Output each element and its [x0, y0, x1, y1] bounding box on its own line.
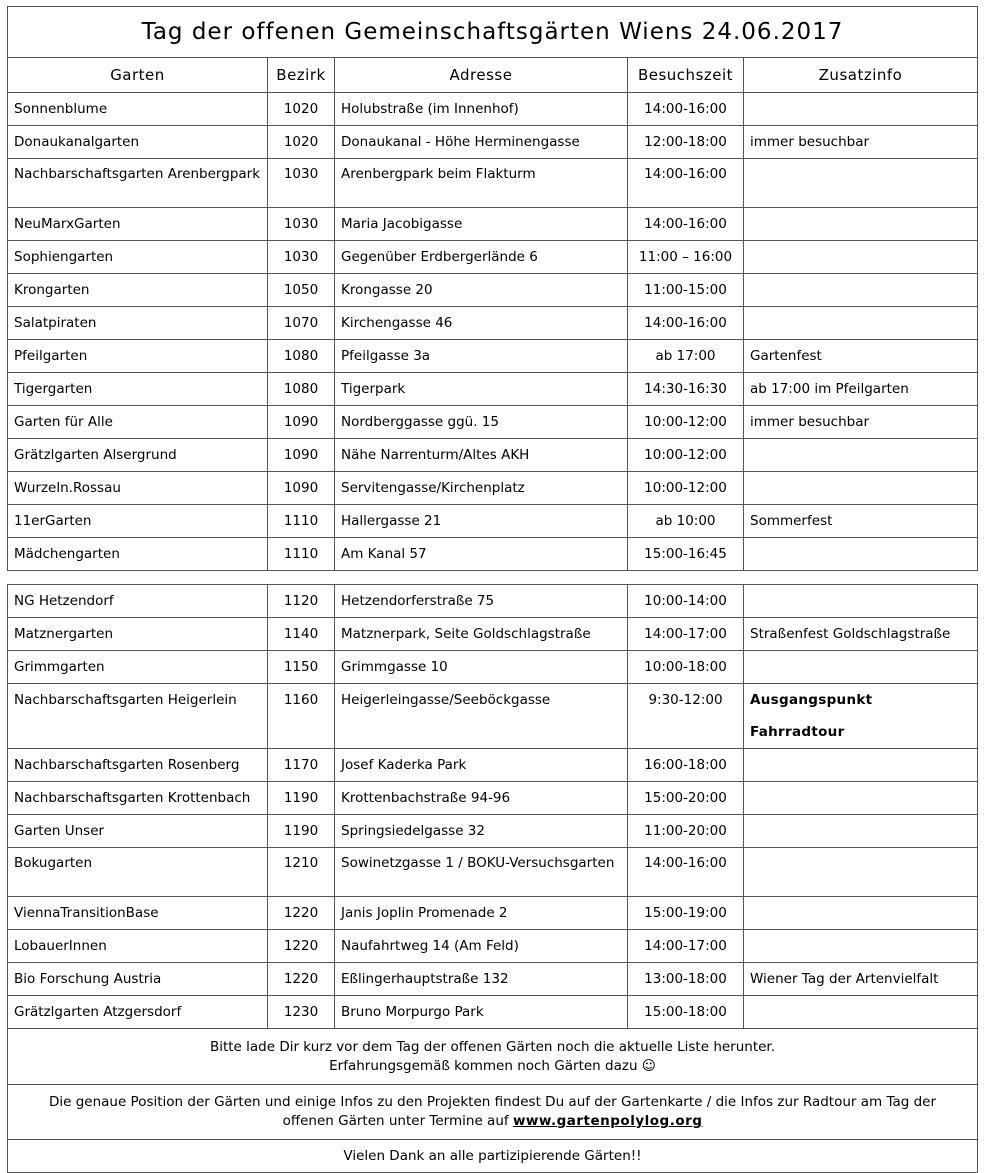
- address-cell: Springsiedelgasse 32: [335, 815, 628, 848]
- garden-name-cell: Grimmgarten: [8, 651, 268, 684]
- visiting-time-cell: 14:00-16:00: [628, 208, 744, 241]
- district-cell: 1150: [268, 651, 335, 684]
- extra-info-cell: [744, 782, 978, 815]
- update-note: [8, 1029, 978, 1085]
- garden-name-cell: Nachbarschaftsgarten Heigerlein: [8, 684, 268, 749]
- garden-name-cell: Tigergarten: [8, 373, 268, 406]
- visiting-time-cell: 15:00-18:00: [628, 996, 744, 1029]
- thanks-note: Vielen Dank an alle partizipierende Gärten!!: [8, 1140, 978, 1173]
- header-bezirk: Bezirk: [268, 58, 335, 93]
- table-row: [8, 749, 978, 782]
- garden-name-cell: Sonnenblume: [8, 93, 268, 126]
- district-cell: 1230: [268, 996, 335, 1029]
- extra-info-cell: ab 17:00 im Pfeilgarten: [744, 373, 978, 406]
- district-cell: 1020: [268, 93, 335, 126]
- garden-name-cell: Grätzlgarten Alsergrund: [8, 439, 268, 472]
- address-cell: Am Kanal 57: [335, 538, 628, 571]
- address-cell: Gegenüber Erdbergerlände 6: [335, 241, 628, 274]
- garden-name-cell: Pfeilgarten: [8, 340, 268, 373]
- district-cell: 1110: [268, 538, 335, 571]
- update-note-line2: Erfahrungsgemäß kommen noch Gärten dazu ☺: [329, 1057, 656, 1074]
- visiting-time-cell: 9:30-12:00: [628, 684, 744, 749]
- visiting-time-cell: ab 17:00: [628, 340, 744, 373]
- visiting-time-cell: 11:00-15:00: [628, 274, 744, 307]
- garden-name-cell: Donaukanalgarten: [8, 126, 268, 159]
- address-cell: Holubstraße (im Innenhof): [335, 93, 628, 126]
- district-cell: 1080: [268, 373, 335, 406]
- garden-name-cell: ViennaTransitionBase: [8, 897, 268, 930]
- table-row: [8, 815, 978, 848]
- district-cell: 1190: [268, 782, 335, 815]
- district-cell: 1210: [268, 848, 335, 897]
- table-row: [8, 538, 978, 571]
- address-cell: Nähe Narrenturm/Altes AKH: [335, 439, 628, 472]
- address-cell: Arenbergpark beim Flakturm: [335, 159, 628, 208]
- visiting-time-cell: 15:00-20:00: [628, 782, 744, 815]
- extra-info-cell: [744, 241, 978, 274]
- address-cell: Hallergasse 21: [335, 505, 628, 538]
- address-cell: Maria Jacobigasse: [335, 208, 628, 241]
- district-cell: 1220: [268, 963, 335, 996]
- address-cell: Sowinetzgasse 1 / BOKU-Versuchsgarten: [335, 848, 628, 897]
- table-row: [8, 472, 978, 505]
- table-row: [8, 897, 978, 930]
- table-header: [8, 58, 978, 93]
- garden-name-cell: Nachbarschaftsgarten Arenbergpark: [8, 159, 268, 208]
- district-cell: 1080: [268, 340, 335, 373]
- visiting-time-cell: 11:00-20:00: [628, 815, 744, 848]
- address-cell: Heigerleingasse/Seeböckgasse: [335, 684, 628, 749]
- gardens-table-part2: [7, 584, 978, 1173]
- garden-name-cell: Nachbarschaftsgarten Rosenberg: [8, 749, 268, 782]
- visiting-time-cell: 15:00-16:45: [628, 538, 744, 571]
- address-cell: Donaukanal - Höhe Herminengasse: [335, 126, 628, 159]
- district-cell: 1140: [268, 618, 335, 651]
- visiting-time-cell: 14:00-17:00: [628, 618, 744, 651]
- gardens-table-part1: [7, 6, 978, 571]
- table-row: [8, 126, 978, 159]
- header-garten: Garten: [8, 58, 268, 93]
- visiting-time-cell: 16:00-18:00: [628, 749, 744, 782]
- district-cell: 1090: [268, 439, 335, 472]
- extra-info-cell: [744, 472, 978, 505]
- map-note-line2: offenen Gärten unter Termine auf: [282, 1113, 509, 1129]
- visiting-time-cell: 12:00-18:00: [628, 126, 744, 159]
- district-cell: 1120: [268, 585, 335, 618]
- table-row: [8, 585, 978, 618]
- address-cell: Servitengasse/Kirchenplatz: [335, 472, 628, 505]
- visiting-time-cell: 11:00 – 16:00: [628, 241, 744, 274]
- extra-info-cell: [744, 848, 978, 897]
- address-cell: Eßlingerhauptstraße 132: [335, 963, 628, 996]
- garden-name-cell: Salatpiraten: [8, 307, 268, 340]
- page-title: Tag der offenen Gemeinschaftsgärten Wiens 24.06.2017: [8, 7, 978, 58]
- table-row: [8, 439, 978, 472]
- table-row: [8, 930, 978, 963]
- visiting-time-cell: 10:00-12:00: [628, 472, 744, 505]
- extra-info-cell: immer besuchbar: [744, 406, 978, 439]
- extra-info-cell: [744, 439, 978, 472]
- garden-name-cell: Matznergarten: [8, 618, 268, 651]
- table-row: [8, 373, 978, 406]
- garden-name-cell: Nachbarschaftsgarten Krottenbach: [8, 782, 268, 815]
- table-row: [8, 241, 978, 274]
- visiting-time-cell: 10:00-12:00: [628, 439, 744, 472]
- extra-info-cell: [744, 538, 978, 571]
- garden-name-cell: Bokugarten: [8, 848, 268, 897]
- table-row: [8, 159, 978, 208]
- address-cell: Matznerpark, Seite Goldschlagstraße: [335, 618, 628, 651]
- extra-info-cell: Straßenfest Goldschlagstraße: [744, 618, 978, 651]
- garden-name-cell: LobauerInnen: [8, 930, 268, 963]
- website-link[interactable]: www.gartenpolylog.org: [512, 1113, 703, 1129]
- extra-info-cell: Wiener Tag der Artenvielfalt: [744, 963, 978, 996]
- visiting-time-cell: 14:00-16:00: [628, 93, 744, 126]
- table-row: [8, 406, 978, 439]
- table-row: [8, 684, 978, 749]
- extra-info-cell: [744, 159, 978, 208]
- garden-name-cell: Garten für Alle: [8, 406, 268, 439]
- address-cell: Krottenbachstraße 94-96: [335, 782, 628, 815]
- visiting-time-cell: 14:00-16:00: [628, 307, 744, 340]
- table-row: [8, 340, 978, 373]
- table-row: [8, 651, 978, 684]
- extra-info-cell: [744, 897, 978, 930]
- table-row: [8, 93, 978, 126]
- district-cell: 1090: [268, 472, 335, 505]
- visiting-time-cell: 13:00-18:00: [628, 963, 744, 996]
- table-row: [8, 505, 978, 538]
- garden-name-cell: 11erGarten: [8, 505, 268, 538]
- district-cell: 1030: [268, 241, 335, 274]
- header-zusatzinfo: Zusatzinfo: [744, 58, 978, 93]
- extra-info-cell: Gartenfest: [744, 340, 978, 373]
- map-note-line1: Die genaue Position der Gärten und einige Infos zu den Projekten findest Du auf der Gartenkarte / die Infos zur Radtour am Tag der: [48, 1094, 937, 1110]
- extra-info-cell: Sommerfest: [744, 505, 978, 538]
- table-row: [8, 996, 978, 1029]
- extra-info-cell: [744, 815, 978, 848]
- visiting-time-cell: 10:00-18:00: [628, 651, 744, 684]
- address-cell: Naufahrtweg 14 (Am Feld): [335, 930, 628, 963]
- garden-name-cell: Garten Unser: [8, 815, 268, 848]
- map-note: [8, 1085, 978, 1140]
- visiting-time-cell: 14:00-17:00: [628, 930, 744, 963]
- garden-name-cell: Bio Forschung Austria: [8, 963, 268, 996]
- garden-name-cell: Grätzlgarten Atzgersdorf: [8, 996, 268, 1029]
- garden-name-cell: Krongarten: [8, 274, 268, 307]
- extra-info-cell: [744, 930, 978, 963]
- district-cell: 1030: [268, 208, 335, 241]
- table-row: [8, 307, 978, 340]
- district-cell: 1070: [268, 307, 335, 340]
- visiting-time-cell: 10:00-12:00: [628, 406, 744, 439]
- district-cell: 1190: [268, 815, 335, 848]
- extra-info-cell: [744, 93, 978, 126]
- extra-info-cell: [744, 307, 978, 340]
- extra-info-cell: [744, 274, 978, 307]
- address-cell: Bruno Morpurgo Park: [335, 996, 628, 1029]
- address-cell: Janis Joplin Promenade 2: [335, 897, 628, 930]
- address-cell: Grimmgasse 10: [335, 651, 628, 684]
- table-row: [8, 274, 978, 307]
- table-row: [8, 963, 978, 996]
- header-adresse: Adresse: [335, 58, 628, 93]
- extra-info-cell: Ausgangspunkt Fahrradtour: [744, 684, 978, 749]
- district-cell: 1220: [268, 897, 335, 930]
- update-note-line1: Bitte lade Dir kurz vor dem Tag der offenen Gärten noch die aktuelle Liste herunter.: [209, 1038, 776, 1055]
- garden-name-cell: NeuMarxGarten: [8, 208, 268, 241]
- district-cell: 1220: [268, 930, 335, 963]
- address-cell: Tigerpark: [335, 373, 628, 406]
- extra-info-cell: [744, 585, 978, 618]
- address-cell: Hetzendorferstraße 75: [335, 585, 628, 618]
- garden-name-cell: Sophiengarten: [8, 241, 268, 274]
- visiting-time-cell: 14:00-16:00: [628, 848, 744, 897]
- extra-info-cell: immer besuchbar: [744, 126, 978, 159]
- district-cell: 1020: [268, 126, 335, 159]
- address-cell: Nordberggasse ggü. 15: [335, 406, 628, 439]
- visiting-time-cell: 14:30-16:30: [628, 373, 744, 406]
- extra-info-cell: [744, 651, 978, 684]
- garden-name-cell: NG Hetzendorf: [8, 585, 268, 618]
- table-row: [8, 618, 978, 651]
- garden-name-cell: Mädchengarten: [8, 538, 268, 571]
- district-cell: 1050: [268, 274, 335, 307]
- table-row: [8, 782, 978, 815]
- extra-info-cell: [744, 749, 978, 782]
- visiting-time-cell: 14:00-16:00: [628, 159, 744, 208]
- extra-info-cell: [744, 208, 978, 241]
- extra-info-cell: [744, 996, 978, 1029]
- address-cell: Kirchengasse 46: [335, 307, 628, 340]
- visiting-time-cell: 15:00-19:00: [628, 897, 744, 930]
- visiting-time-cell: 10:00-14:00: [628, 585, 744, 618]
- district-cell: 1110: [268, 505, 335, 538]
- table-row: [8, 848, 978, 897]
- district-cell: 1160: [268, 684, 335, 749]
- district-cell: 1090: [268, 406, 335, 439]
- address-cell: Josef Kaderka Park: [335, 749, 628, 782]
- address-cell: Krongasse 20: [335, 274, 628, 307]
- visiting-time-cell: ab 10:00: [628, 505, 744, 538]
- table-row: [8, 208, 978, 241]
- district-cell: 1170: [268, 749, 335, 782]
- garden-name-cell: Wurzeln.Rossau: [8, 472, 268, 505]
- district-cell: 1030: [268, 159, 335, 208]
- address-cell: Pfeilgasse 3a: [335, 340, 628, 373]
- header-besuchszeit: Besuchszeit: [628, 58, 744, 93]
